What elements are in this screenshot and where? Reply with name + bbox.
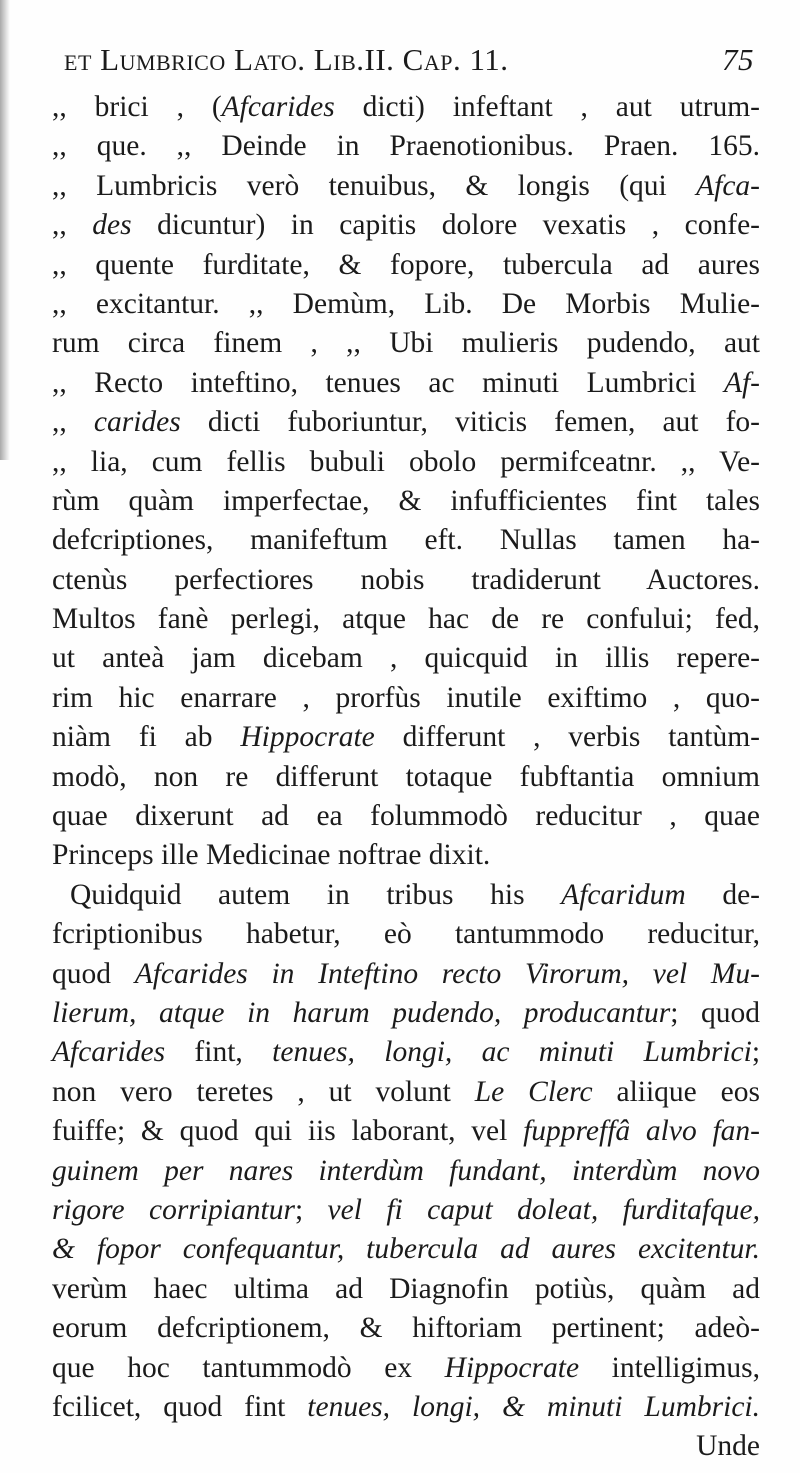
text-run: aliique eos: [592, 1075, 760, 1108]
text-line: [52, 364, 760, 403]
italic-run: tenues, longi, ac minuti Lumbrici: [272, 1036, 752, 1069]
text-run: defcriptiones, manifeftum eft. Nullas tamen ha-: [52, 524, 760, 557]
text-line: [52, 206, 760, 245]
text-run: ,, Recto inteftino, tenues ac minuti Lumbrici: [52, 366, 724, 399]
text-line: [52, 1191, 760, 1230]
italic-run: rigore corripiantur: [52, 1193, 295, 1226]
text-run: ;: [294, 1193, 328, 1226]
text-run: dicti fuboriuntur, viticis femen, aut fo-: [180, 406, 761, 439]
text-line: [52, 443, 760, 482]
text-run: de-: [685, 878, 761, 911]
text-line: [52, 482, 760, 521]
text-run: ,, que. ,, Deinde in Praenotionibus. Praen. 165.: [52, 130, 760, 163]
text-run: dicuntur) in capitis dolore vexatis , confe-: [131, 209, 761, 242]
text-run: Quidquid autem in tribus his: [70, 878, 562, 911]
text-run: rum circa finem , ,, Ubi mulieris pudendo, aut: [52, 327, 760, 360]
italic-run: Hippocrate: [444, 1351, 580, 1384]
text-run: intelligimus,: [579, 1351, 760, 1384]
text-run: ut anteà jam dicebam , quicquid in illis repere-: [52, 642, 760, 675]
text-line: [52, 718, 760, 757]
body-text: [52, 88, 760, 1467]
text-run: dicti) infeftant , aut utrum-: [334, 91, 760, 123]
text-run: ;: [751, 1036, 761, 1069]
italic-run: des: [92, 209, 132, 242]
text-run: fint,: [165, 1036, 273, 1069]
italic-run: guinem per nares interdùm fundant, interdùm novo: [52, 1154, 760, 1187]
text-run: fuiffe; & quod qui iis laborant, vel: [52, 1115, 524, 1148]
text-line: [52, 758, 760, 797]
text-run: verùm haec ultima ad Diagnofin potiùs, quàm ad: [52, 1272, 760, 1305]
italic-run: Hippocrate: [240, 721, 375, 754]
catchword: Unde: [696, 1430, 760, 1463]
text-run: Princeps ille Medicinae noftrae dixit.: [52, 839, 491, 872]
text-run: ctenùs perfectiores nobis tradiderunt Auctores.: [52, 563, 760, 596]
text-line: [52, 1033, 760, 1072]
text-run: ,, Lumbricis verò tenuibus, & longis (qui: [52, 169, 697, 202]
text-line: [52, 639, 760, 678]
text-line: [52, 797, 760, 836]
text-line: [52, 246, 760, 285]
running-head: [64, 42, 754, 82]
italic-run: vel fi caput doleat, furditafque,: [327, 1193, 760, 1226]
text-run: quod: [52, 957, 135, 990]
text-run: que hoc tantummodò ex: [52, 1351, 445, 1384]
text-line: [52, 1388, 760, 1427]
text-line: [52, 679, 760, 718]
text-line: [52, 285, 760, 324]
italic-run: carides: [93, 406, 181, 439]
text-line: [52, 955, 760, 994]
italic-run: tenues, longi, & minuti Lumbrici.: [307, 1390, 760, 1423]
text-line: [52, 167, 760, 206]
text-run: modò, non re differunt totaque fubftantia omnium: [52, 760, 760, 793]
text-line: [52, 1349, 760, 1388]
text-run: ,,: [52, 209, 93, 242]
italic-run: Af-: [723, 366, 760, 399]
text-run: rùm quàm imperfectae, & infufficientes fint tales: [52, 484, 760, 517]
text-run: rim hic enarrare , prorfùs inutile exiftimo , quo-: [52, 681, 760, 714]
text-line: [52, 600, 760, 639]
text-line: [52, 1230, 760, 1269]
text-line: [52, 88, 760, 127]
text-run: ,, lia, cum fellis bubuli obolo permifceatnr. ,, Ve-: [52, 445, 760, 478]
text-run: non vero teretes , ut volunt: [52, 1075, 475, 1108]
text-line: [52, 1270, 760, 1309]
italic-run: Le Clerc: [474, 1075, 593, 1108]
text-run: ,, brici , (: [52, 91, 222, 123]
italic-run: fuppreffâ alvo fan-: [523, 1115, 760, 1148]
text-line: [52, 876, 760, 915]
text-line: [52, 1073, 760, 1112]
text-line: [52, 994, 760, 1033]
text-run: fcilicet, quod fint: [52, 1390, 308, 1423]
italic-run: Afcarides in Inteftino recto Virorum, vel Mu-: [134, 957, 760, 990]
text-line: [52, 1309, 760, 1348]
italic-run: Afcarides: [52, 1036, 166, 1069]
text-line: [52, 1112, 760, 1151]
italic-run: Afcaridum: [561, 878, 686, 911]
text-run: differunt , verbis tantùm-: [374, 721, 760, 754]
page-number: 75: [722, 42, 754, 77]
text-line: [52, 324, 760, 363]
text-run: ,, quente furditate, & fopore, tubercula ad aures: [52, 248, 760, 281]
text-line: [52, 836, 760, 875]
text-line: [52, 127, 760, 166]
text-run: eorum defcriptionem, & hiftoriam pertinent; adeò-: [52, 1312, 760, 1345]
italic-run: Afca-: [696, 169, 760, 202]
text-run: ,, excitantur. ,, Demùm, Lib. De Morbis Mulie-: [52, 287, 760, 320]
text-line: [52, 915, 760, 954]
text-run: quae dixerunt ad ea folummodò reducitur , quae: [52, 800, 760, 833]
text-run: Multos fanè perlegi, atque hac de re confului; fed,: [52, 603, 760, 636]
text-line: [52, 403, 760, 442]
text-run: niàm fi ab: [52, 721, 241, 754]
italic-run: & fopor confequantur, tubercula ad aures excitentur.: [52, 1233, 760, 1266]
text-run: ; quod: [670, 996, 760, 1029]
text-line: [52, 561, 760, 600]
italic-run: lierum, atque in harum pudendo, producantur: [52, 996, 671, 1029]
binding-edge: [0, 0, 10, 460]
running-head-title: et Lumbrico Lato. Lib.II. Cap. 11.: [64, 42, 509, 77]
text-line: [52, 521, 760, 560]
text-run: fcriptionibus habetur, eò tantummodo reducitur,: [52, 918, 760, 951]
text-line: [52, 1152, 760, 1191]
italic-run: Afcarides: [221, 91, 335, 123]
text-run: ,,: [52, 406, 94, 439]
